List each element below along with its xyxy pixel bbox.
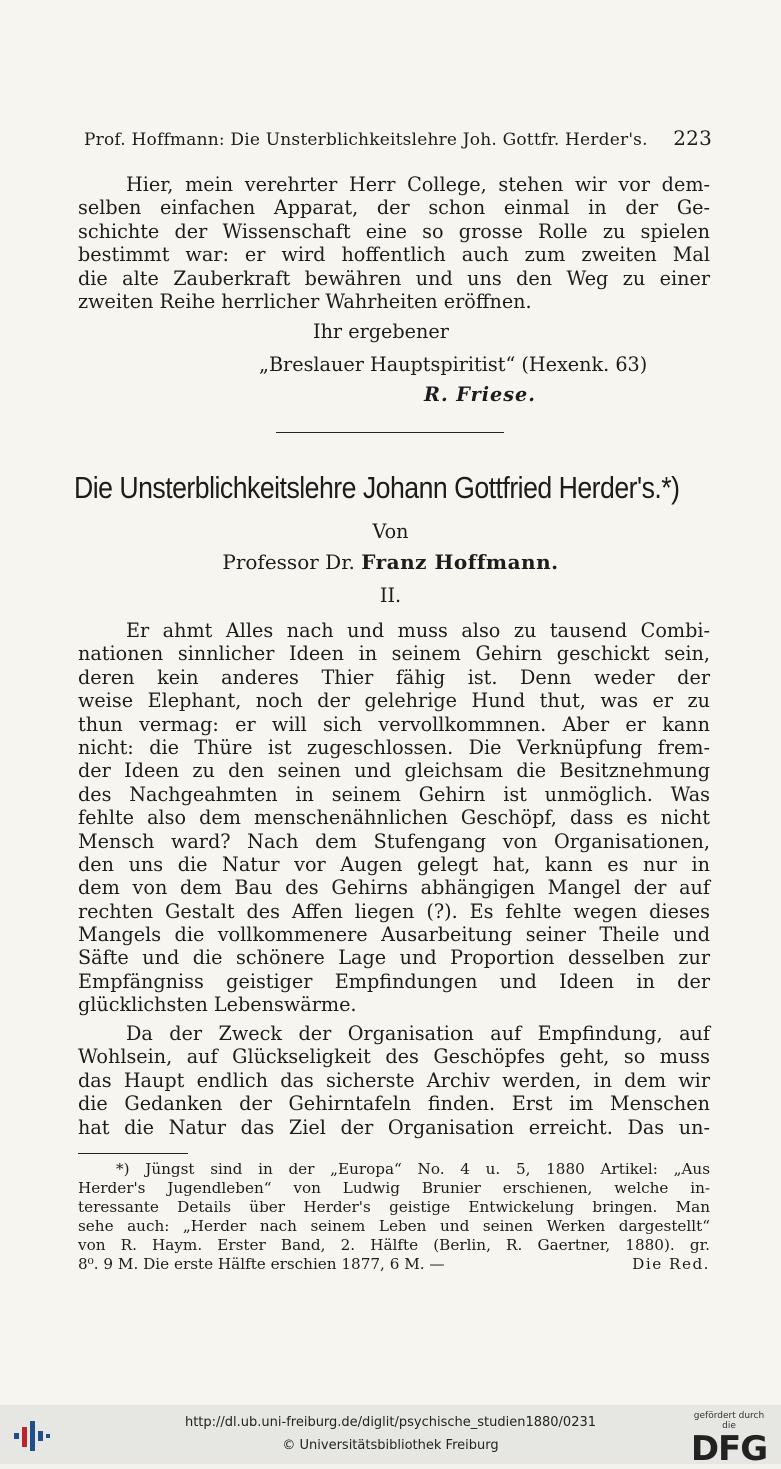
text-line: deren kein anderes Thier fähig ist. Denn weder der (78, 665, 710, 689)
text-line: weise Elephant, noch der gelehrige Hund thut, was er zu (78, 689, 710, 713)
text-line: Säfte und die schönere Lage und Proportion desselben zur (78, 946, 710, 970)
signature-line: „Breslauer Hauptspiritist“ (Hexenk. 63) (259, 353, 648, 376)
text-line: rechten Gestalt des Affen liegen (?). Es fehlte wegen dieses (78, 899, 710, 923)
text-line: Da der Zweck der Organisation auf Empfindung, auf (126, 1022, 710, 1045)
running-header (84, 126, 712, 150)
text-line: Mensch ward? Nach dem Stufengang von Organisationen, (78, 829, 710, 853)
byline-author (0, 550, 781, 574)
text-line: Hier, mein verehrter Herr College, stehen wir vor dem- (126, 173, 710, 196)
article-paragraph-2 (78, 1022, 710, 1139)
letter-paragraph (78, 173, 710, 313)
text-line: zweiten Reihe herrlicher Wahrheiten eröffnen. (78, 289, 532, 313)
text-line: nationen sinnlicher Ideen in seinem Gehirn geschickt sein, (78, 642, 710, 666)
author-prefix: Professor Dr. (222, 550, 355, 574)
footer-bar (0, 1405, 781, 1469)
footnote-line: teressante Details über Herder's geistige Entwickelung bringen. Man (78, 1198, 710, 1216)
section-number: II. (379, 584, 402, 607)
copyright-notice: © Universitätsbibliothek Freiburg (282, 1438, 499, 1453)
dfg-logo (687, 1411, 771, 1469)
footnote-line: *) Jüngst sind in der „Europa“ No. 4 u. 5, 1880 Artikel: „Aus (116, 1160, 710, 1178)
editor-note: Die Red. (632, 1255, 710, 1273)
page-number: 223 (673, 126, 712, 150)
text-line: des Nachgeahmten in seinem Gehirn ist unmöglich. Was (78, 782, 710, 806)
letter-closing: Ihr ergebener (313, 320, 449, 343)
text-line: nicht: die Thüre ist zugeschlossen. Die Verknüpfung frem- (78, 735, 710, 759)
footnote-line: 8⁰. 9 M. Die erste Hälfte erschien 1877, 6 M. — (78, 1255, 445, 1273)
footnote-line: sehe auch: „Herder nach seinem Leben und seinen Werken dargestellt“ (78, 1217, 710, 1235)
text-line: thun vermag: er will sich vervollkommnen. Aber er kann (78, 712, 710, 736)
text-line: Er ahmt Alles nach und muss also zu tausend Combi- (126, 619, 710, 642)
running-title: Prof. Hoffmann: Die Unsterblichkeitslehre Joh. Gottfr. Herder's. (84, 130, 648, 150)
text-line: Mangels die vollkommenere Ausarbeitung seiner Theile und (78, 923, 710, 947)
text-line: Wohlsein, auf Glückseligkeit des Geschöpfes geht, so muss (78, 1045, 710, 1069)
text-line: die Gedanken der Gehirntafeln finden. Erst im Menschen (78, 1092, 710, 1116)
dfg-caption: gefördert durch die (693, 1411, 765, 1431)
text-line: Empfängniss geistiger Empfindungen und Ideen in der (78, 969, 710, 993)
article-title: Die Unsterblichkeitslehre Johann Gottfried Herder's.*) (74, 470, 680, 505)
text-line: dem von dem Bau des Gehirns abhängigen Mangel der auf (78, 876, 710, 900)
byline-von: Von (372, 520, 409, 543)
footnote-line: Herder's Jugendleben“ von Ludwig Brunier erschienen, welche in- (78, 1179, 710, 1197)
author-name: Franz Hoffmann. (361, 550, 559, 574)
source-url-link[interactable]: http://dl.ub.uni-freiburg.de/diglit/psychische_studien1880/0231 (184, 1415, 597, 1430)
signature-name: R. Friese. (424, 383, 536, 406)
text-line: die alte Zauberkraft bewähren und uns den Weg zu einer (78, 266, 710, 290)
text-line: den uns die Natur vor Augen gelegt hat, kann es nur in (78, 852, 710, 876)
dfg-logo-text: DFG (690, 1429, 768, 1469)
footnote-last-line (78, 1255, 710, 1274)
text-line: hat die Natur das Ziel der Organisation erreicht. Das un- (78, 1115, 710, 1139)
text-line: das Haupt endlich das sicherste Archiv werden, in dem wir (78, 1068, 710, 1092)
text-line: glücklichsten Lebenswärme. (78, 993, 357, 1017)
text-line: bestimmt war: er wird hoffentlich auch zum zweiten Mal (78, 243, 710, 267)
text-line: der Ideen zu den seinen und gleichsam die Besitznehmung (78, 759, 710, 783)
section-divider (276, 432, 504, 433)
text-line: fehlte also dem menschenähnlichen Geschöpf, dass es nicht (78, 806, 710, 830)
article-paragraph-1 (78, 619, 710, 1017)
text-line: schichte der Wissenschaft eine so grosse Rolle zu spielen (78, 219, 710, 243)
footnote-line: von R. Haym. Erster Band, 2. Hälfte (Berlin, R. Gaertner, 1880). gr. (78, 1236, 710, 1254)
footnote-rule (78, 1153, 188, 1154)
footnote (78, 1160, 710, 1274)
text-line: selben einfachen Apparat, der schon einmal in der Ge- (78, 196, 710, 220)
